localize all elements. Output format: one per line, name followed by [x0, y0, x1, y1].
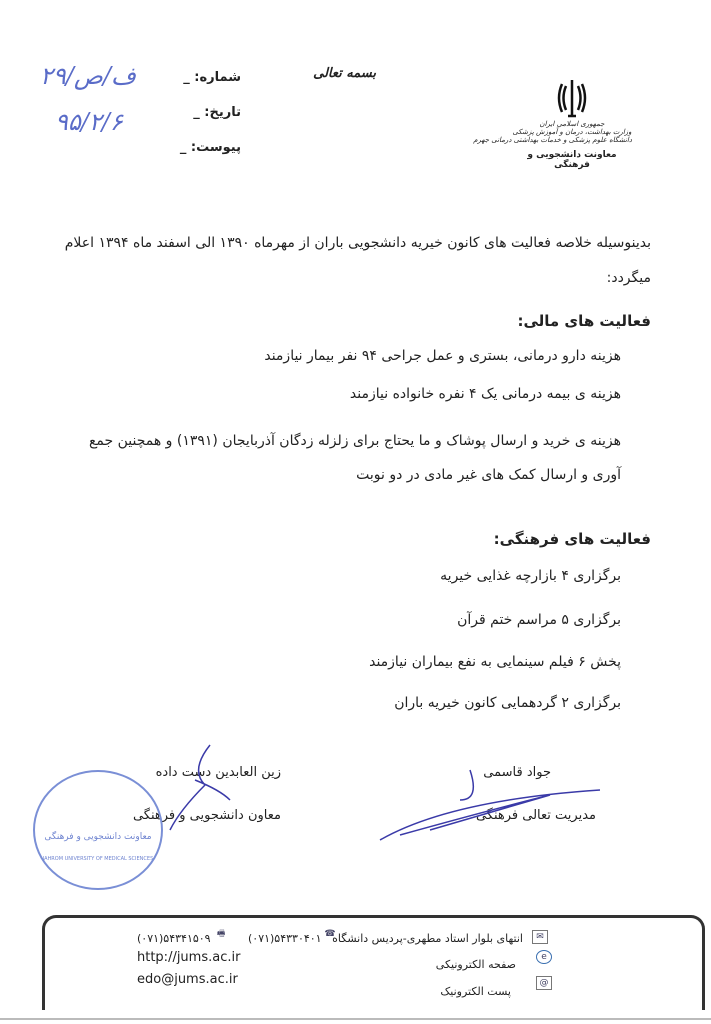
cultural-item: برگزاری ۴ بازارچه غذایی خیریه: [440, 568, 621, 584]
right-signer-name: جواد قاسمی: [483, 765, 551, 780]
right-signer-title: مدیریت تعالی فرهنگی: [475, 808, 596, 823]
financial-heading: فعالیت های مالی:: [517, 312, 651, 330]
iran-emblem-icon: [554, 78, 590, 120]
footer-address: انتهای بلوار استاد مطهری-پردیس دانشگاه: [332, 932, 523, 945]
department-name: معاونت دانشجویی و فرهنگی: [527, 150, 617, 170]
email-icon: @: [536, 976, 552, 990]
cultural-item: پخش ۶ فیلم سینمایی به نفع بیماران نیازمند: [369, 654, 621, 670]
financial-item: هزینه ی خرید و ارسال پوشاک و ما یحتاج برای زلزله زدگان آذربایجان (۱۳۹۱) و همچنین جمع: [88, 433, 621, 449]
cultural-item: برگزاری ۵ مراسم ختم قرآن: [457, 612, 621, 628]
fax-icon: 🖷: [216, 929, 226, 939]
footer-fax: (۰۷۱)۵۴۳۴۱۵۰۹: [137, 932, 211, 945]
stamp-text: معاونت دانشجویی و فرهنگی: [44, 832, 152, 842]
bismillah: بسمه تعالی: [313, 66, 376, 81]
web-icon: e: [536, 950, 552, 964]
financial-item: هزینه دارو درمانی، بستری و عمل جراحی ۹۴ نفر بیمار نیازمند: [264, 348, 621, 364]
official-stamp: [33, 770, 163, 890]
left-signer-title: معاون دانشجویی و فرهنگی: [132, 808, 281, 823]
financial-item: آوری و ارسال کمک های غیر مادی در دو نوبت: [356, 467, 621, 483]
financial-item: هزینه ی بیمه درمانی یک ۴ نفره خانواده نیازمند: [349, 386, 621, 402]
mail-icon: ✉: [532, 930, 548, 944]
cultural-item: برگزاری ۲ گردهمایی کانون خیریه باران: [394, 695, 621, 711]
number-label: شماره: _: [183, 70, 241, 85]
intro-line: میگردد:: [606, 270, 651, 286]
handwritten-date: ۹۵/۲/۶: [55, 108, 123, 136]
cultural-heading: فعالیت های فرهنگی:: [493, 530, 651, 548]
attachment-label: پیوست: _: [179, 140, 241, 155]
footer-email[interactable]: edo@jums.ac.ir: [137, 972, 238, 987]
handwritten-number: ۲۹/ف/ص: [40, 62, 136, 90]
signature-right: [370, 740, 610, 850]
footer-email-label: پست الکترونیک: [440, 985, 511, 998]
logo-line: وزارت بهداشت، درمان و آموزش پزشکی: [512, 128, 632, 136]
footer-website[interactable]: http://jums.ac.ir: [137, 950, 241, 965]
date-label: تاریخ: _: [193, 105, 241, 120]
stamp-ring: JAHROM UNIVERSITY OF MEDICAL SCIENCES: [42, 856, 154, 862]
emblem-logo: [473, 78, 632, 170]
signature-left: [150, 740, 250, 840]
logo-line: جمهوری اسلامی ایران: [539, 120, 605, 128]
left-signer-name: زین العابدین دست داده: [155, 765, 281, 780]
footer-phone: (۰۷۱)۵۴۳۳۰۴۰۱: [248, 932, 322, 945]
bottom-rule: [0, 1018, 711, 1020]
logo-line: دانشگاه علوم پزشکی و خدمات بهداشتی درمانی جهرم: [473, 136, 632, 144]
intro-line: بدینوسیله خلاصه فعالیت های کانون خیریه دانشجویی باران از مهرماه ۱۳۹۰ الی اسفند ماه ۱۳۹۴ اعلام: [64, 235, 651, 251]
phone-icon: ☎: [324, 929, 336, 939]
footer-website-label: صفحه الکترونیکی: [435, 958, 516, 971]
